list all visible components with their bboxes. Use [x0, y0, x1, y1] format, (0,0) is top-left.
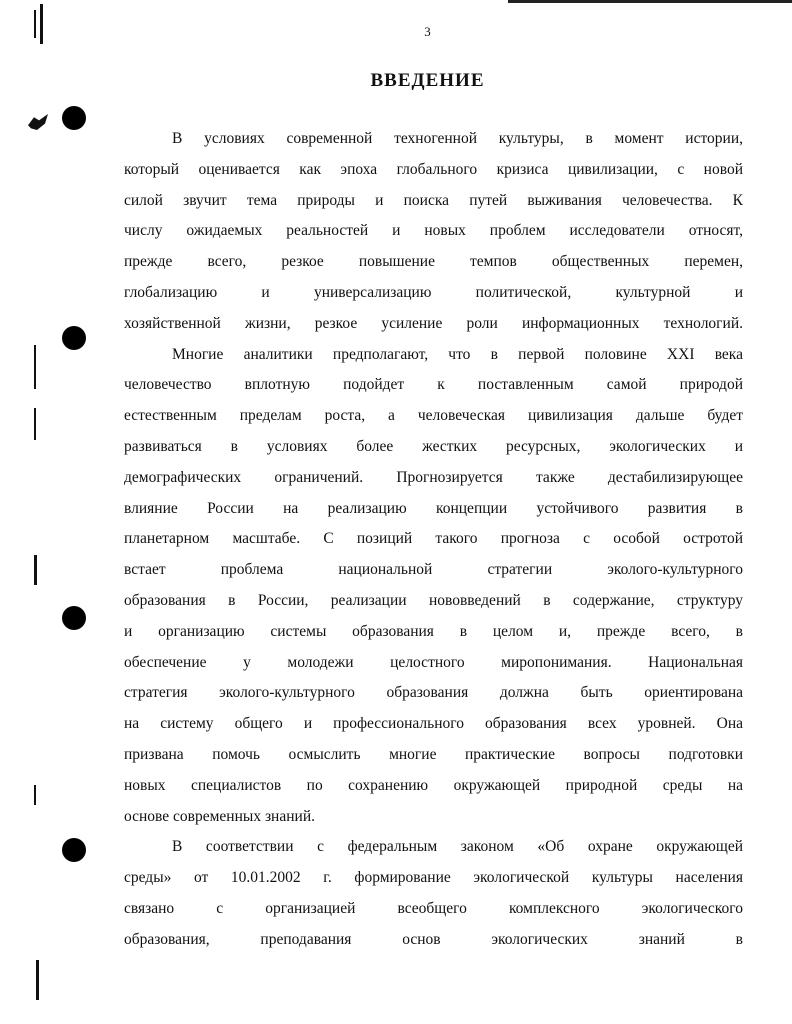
text-line: связано с организацией всеобщего комплексного экологического [124, 899, 743, 917]
text-line: среды» от 10.01.2002 г. формирование экологической культуры населения [124, 869, 743, 887]
scan-top-rule [508, 0, 792, 3]
text-line: развиваться в условиях более жестких ресурсных, экологических и [124, 437, 743, 455]
binder-hole [62, 838, 86, 862]
page-title: ВВЕДЕНИЕ [370, 70, 485, 91]
scan-edge-mark [34, 408, 36, 440]
body-text [124, 124, 743, 956]
text-line: силой звучит тема природы и поиска путей выживания человечества. К [124, 191, 743, 209]
page-number: 3 [424, 24, 431, 39]
text-line: встает проблема национальной стратегии эколого-культурного [124, 561, 743, 579]
scan-edge-mark [34, 785, 36, 805]
text-line: обеспечение у молодежи целостного миропонимания. Национальная [124, 653, 743, 671]
scan-edge-mark [36, 960, 39, 1000]
text-line: планетарном масштабе. С позиций такого прогноза с особой остротой [124, 530, 743, 548]
text-line: влияние России на реализацию концепции устойчивого развития в [124, 499, 743, 517]
scan-smudge [28, 114, 48, 130]
text-line: образования в России, реализации нововведений в содержание, структуру [124, 591, 743, 609]
text-line: образования, преподавания основ экологических знаний в [124, 930, 743, 948]
binder-hole [62, 106, 86, 130]
text-line: хозяйственной жизни, резкое усиление роли информационных технологий. [124, 314, 743, 332]
scan-edge-mark [34, 345, 36, 389]
text-line: новых специалистов по сохранению окружающей природной среды на [124, 776, 743, 794]
text-line: на систему общего и профессионального образования всех уровней. Она [124, 715, 743, 733]
text-line: стратегия эколого-культурного образования должна быть ориентирована [124, 684, 743, 702]
paragraph-3 [124, 832, 743, 955]
paragraph-1 [124, 124, 743, 340]
text-line: числу ожидаемых реальностей и новых проблем исследователи относят, [124, 222, 743, 240]
text-line: и организацию системы образования в целом и, прежде всего, в [124, 622, 743, 640]
text-line: В соответствии с федеральным законом «Об охране окружающей [172, 838, 743, 856]
scan-edge-mark [34, 555, 37, 585]
binder-hole [62, 326, 86, 350]
text-line: демографических ограничений. Прогнозируется также дестабилизирующее [124, 468, 743, 486]
text-line: Многие аналитики предполагают, что в первой половине XXI века [172, 345, 743, 363]
text-line: который оценивается как эпоха глобального кризиса цивилизации, с новой [124, 160, 743, 178]
text-line: глобализацию и универсализацию политической, культурной и [124, 283, 743, 301]
text-line: В условиях современной техногенной культуры, в момент истории, [172, 130, 743, 147]
text-line: человечество вплотную подойдет к поставленным самой природой [124, 376, 743, 394]
paragraph-2 [124, 340, 743, 833]
binder-hole [62, 606, 86, 630]
text-line: призвана помочь осмыслить многие практические вопросы подготовки [124, 745, 743, 763]
text-line: естественным пределам роста, а человеческая цивилизация дальше будет [124, 407, 743, 425]
text-line: основе современных знаний. [124, 807, 315, 825]
text-line: прежде всего, резкое повышение темпов общественных перемен, [124, 253, 743, 271]
